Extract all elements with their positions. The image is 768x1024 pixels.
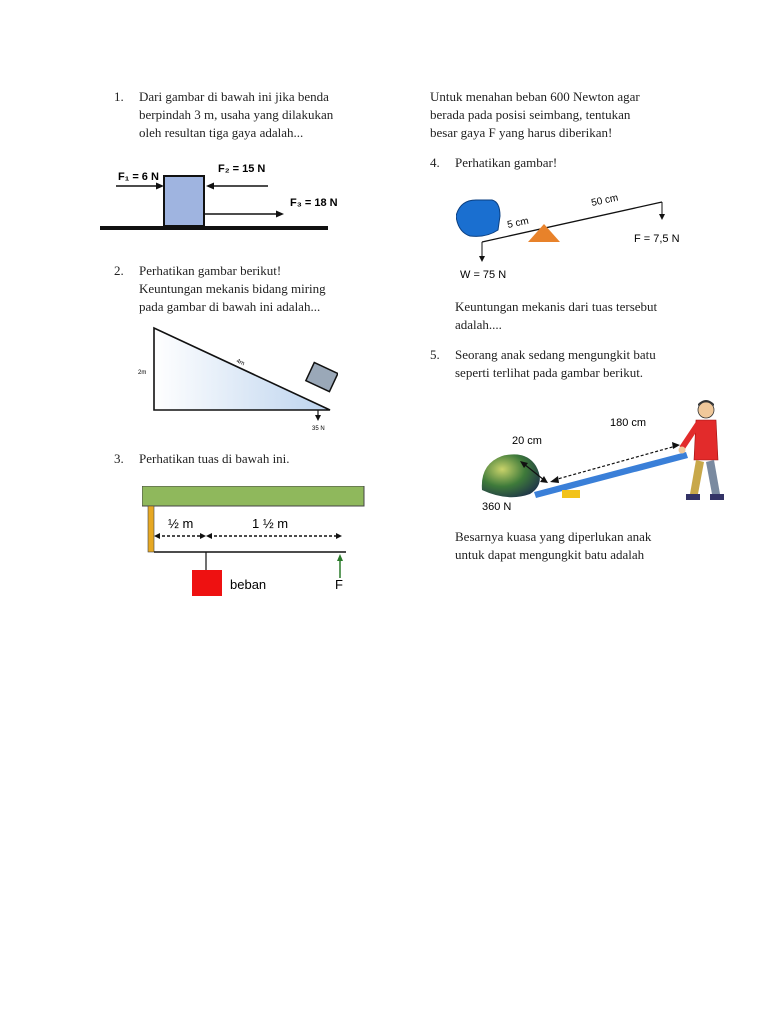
question-3 xyxy=(114,450,374,468)
paragraph-line: Keuntungan mekanis dari tuas tersebut xyxy=(455,299,658,314)
inclined-plane-diagram xyxy=(138,326,338,436)
figure-boy-lever xyxy=(450,398,750,518)
label-long-arm: 1 ½ m xyxy=(252,516,289,531)
label-slope-length: 4m xyxy=(235,358,246,368)
left-column xyxy=(114,88,374,604)
rock xyxy=(482,454,540,497)
question-line: seperti terlihat pada gambar berikut. xyxy=(455,365,644,380)
paragraph-line: besar gaya F yang harus diberikan! xyxy=(430,125,613,140)
question-line: Dari gambar di bawah ini jika benda xyxy=(139,89,329,104)
question-line: Perhatikan gambar berikut! xyxy=(139,263,282,278)
slope-box xyxy=(306,363,338,392)
label-weight: W = 75 N xyxy=(460,269,507,281)
fulcrum-triangle xyxy=(528,224,560,242)
label-f3: F₃ = 18 N xyxy=(290,197,338,209)
figure-inclined-plane xyxy=(138,326,338,436)
paragraph-line: adalah.... xyxy=(455,317,502,332)
label-f2: F₂ = 15 N xyxy=(218,163,266,175)
figure-forces-block xyxy=(100,154,352,250)
label-short-arm: 20 cm xyxy=(512,435,542,447)
figure-lever-q4 xyxy=(456,186,686,282)
paragraph-line: Besarnya kuasa yang diperlukan anak xyxy=(455,529,652,544)
rock-load xyxy=(456,200,500,236)
seesaw-diagram xyxy=(456,186,686,282)
force-arrow xyxy=(337,554,343,561)
paragraph-line: untuk dapat mengungkit batu adalah xyxy=(455,547,645,562)
figure-lever-q3 xyxy=(142,486,366,604)
question-line: Perhatikan tuas di bawah ini. xyxy=(139,451,290,466)
question-line: Perhatikan gambar! xyxy=(455,155,558,170)
label-short-arm: ½ m xyxy=(168,516,194,531)
paragraph-line: Untuk menahan beban 600 Newton agar xyxy=(430,89,640,104)
question-number: 4. xyxy=(430,155,440,170)
fulcrum-block xyxy=(562,490,580,498)
question-1 xyxy=(114,88,374,142)
load-box xyxy=(192,570,222,596)
question-4 xyxy=(430,154,680,172)
question-line: Keuntungan mekanis bidang miring xyxy=(139,281,326,296)
boy-figure xyxy=(679,400,725,500)
question-number: 1. xyxy=(114,89,124,104)
q3-continuation xyxy=(430,88,680,142)
label-long-arm: 50 cm xyxy=(590,192,620,209)
label-long-arm: 180 cm xyxy=(610,417,647,429)
boy-lever-diagram xyxy=(450,398,750,518)
label-load: beban xyxy=(230,577,267,592)
label-force: F xyxy=(335,577,343,592)
question-line: pada gambar di bawah ini adalah... xyxy=(139,299,321,314)
ceiling-bar xyxy=(142,486,364,506)
block xyxy=(164,176,204,226)
label-short-arm: 5 cm xyxy=(506,215,530,231)
label-weight: 35 N xyxy=(312,426,325,432)
label-height: 2m xyxy=(138,370,147,376)
lever-diagram xyxy=(142,486,366,604)
paragraph-line: berada pada posisi seimbang, tentukan xyxy=(430,107,631,122)
question-line: berpindah 3 m, usaha yang dilakukan xyxy=(139,107,334,122)
right-column xyxy=(430,88,680,564)
question-line: oleh resultan tiga gaya adalah... xyxy=(139,125,304,140)
question-2 xyxy=(114,262,374,316)
question-number: 2. xyxy=(114,263,124,278)
label-force: F = 7,5 N xyxy=(634,233,680,245)
label-weight: 360 N xyxy=(482,501,512,513)
question-number: 3. xyxy=(114,451,124,466)
pivot-post xyxy=(148,506,154,552)
slope-triangle xyxy=(154,328,330,410)
q5-followup xyxy=(430,528,680,564)
q4-followup xyxy=(430,298,680,334)
ground-line xyxy=(100,226,328,230)
plank xyxy=(534,452,688,498)
question-5 xyxy=(430,346,680,382)
forces-diagram xyxy=(100,154,352,250)
question-number: 5. xyxy=(430,347,440,362)
label-f1: F₁ = 6 N xyxy=(118,171,159,183)
question-line: Seorang anak sedang mengungkit batu xyxy=(455,347,656,362)
